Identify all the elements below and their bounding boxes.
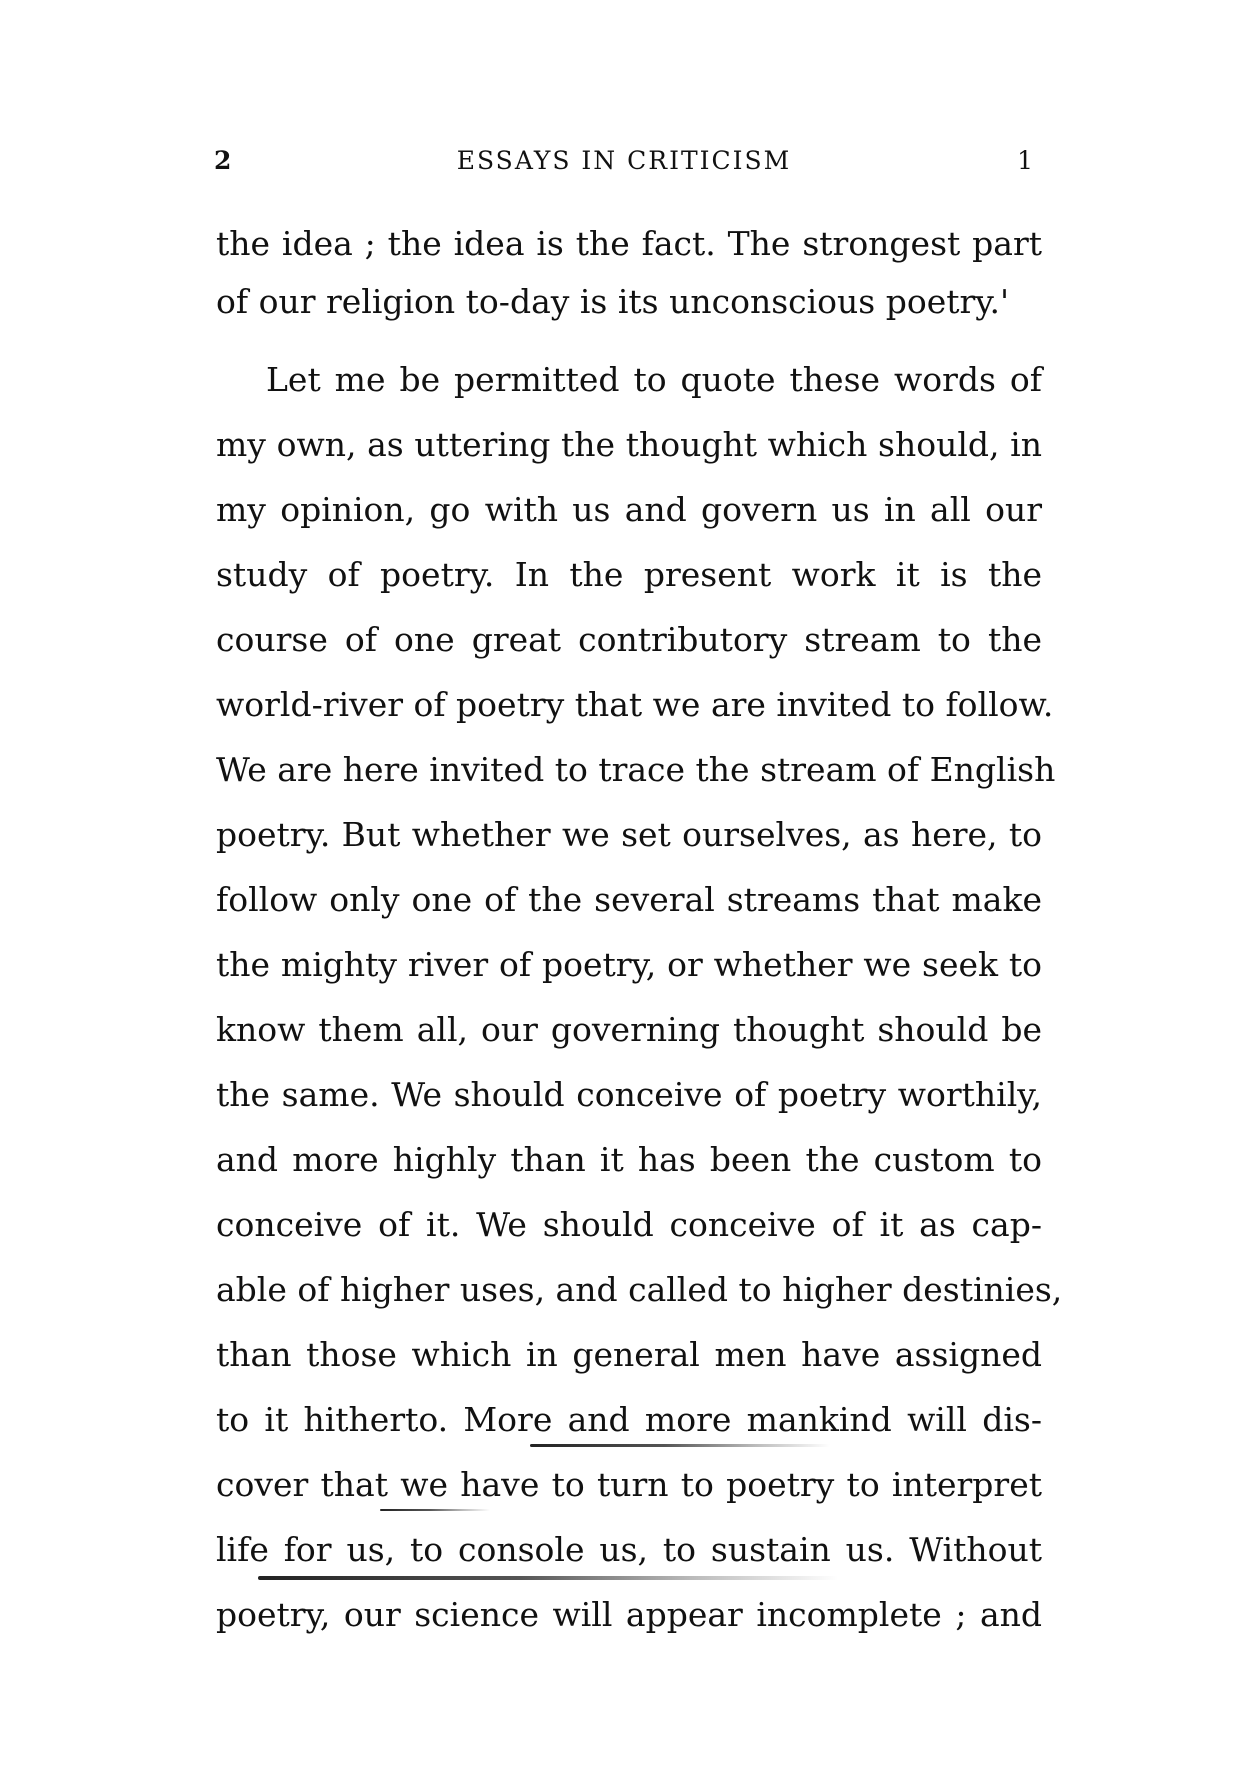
text-line: poetry. But whether we set ourselves, as here, to xyxy=(216,815,1042,854)
paragraph-start-line: Let me be permitted to quote these words of xyxy=(266,360,1042,399)
text-line: to it hitherto. More and more mankind will dis- xyxy=(216,1400,1042,1439)
text-line: my opinion, go with us and govern us in all our xyxy=(216,490,1042,529)
text-line: than those which in general men have assigned xyxy=(216,1335,1042,1374)
pencil-underline xyxy=(530,1444,830,1447)
text-line: my own, as uttering the thought which should, in xyxy=(216,425,1042,464)
text-line: We are here invited to trace the stream of English xyxy=(216,750,1056,789)
signature-mark: 1 xyxy=(1017,146,1034,175)
text-line: life for us, to console us, to sustain us. Without xyxy=(216,1530,1042,1569)
text-line: cover that we have to turn to poetry to interpret xyxy=(216,1465,1042,1504)
text-line: able of higher uses, and called to higher destinies, xyxy=(216,1270,1063,1309)
text-line: follow only one of the several streams that make xyxy=(216,880,1042,919)
text-line: the same. We should conceive of poetry worthily, xyxy=(216,1075,1042,1114)
text-line: course of one great contributory stream to the xyxy=(216,620,1042,659)
pencil-underline xyxy=(258,1576,838,1580)
book-title: ESSAYS IN CRITICISM xyxy=(456,146,792,175)
text-line: the mighty river of poetry, or whether we seek to xyxy=(216,945,1042,984)
pencil-underline xyxy=(380,1509,490,1511)
text-line: and more highly than it has been the custom to xyxy=(216,1140,1042,1179)
text-line: the idea ; the idea is the fact. The strongest part xyxy=(216,224,1042,263)
running-head xyxy=(214,146,1034,186)
text-line: poetry, our science will appear incomplete ; and xyxy=(216,1595,1042,1634)
text-line: know them all, our governing thought should be xyxy=(216,1010,1042,1049)
text-line: conceive of it. We should conceive of it as cap- xyxy=(216,1205,1042,1244)
text-line: study of poetry. In the present work it is the xyxy=(216,555,1042,594)
text-line: of our religion to-day is its unconscious poetry.' xyxy=(216,282,1010,321)
page-number: 2 xyxy=(214,146,233,175)
text-line: world-river of poetry that we are invited to follow. xyxy=(216,685,1054,724)
